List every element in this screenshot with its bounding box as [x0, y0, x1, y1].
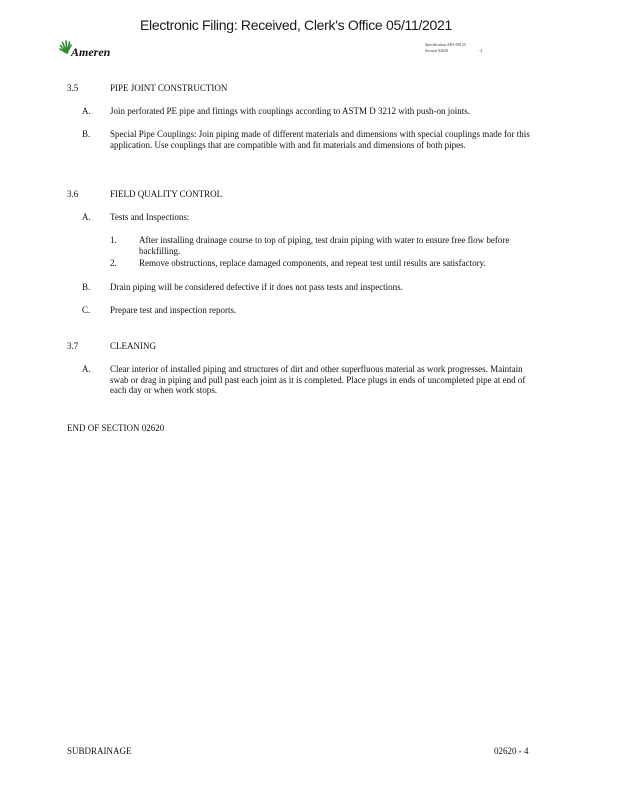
- ameren-sunburst-icon: [58, 40, 72, 56]
- item-letter: A.: [82, 364, 91, 374]
- item-text: Clear interior of installed piping and structures of dirt and other superfluous material as work progresses. Maintain swab or drag in piping and pull past each joint as it is completed. Place plugs in ends of uncompleted pipe at end of each day or when work stops.: [110, 364, 526, 395]
- spec-header: [425, 42, 482, 54]
- item-text: Tests and Inspections:: [110, 212, 190, 222]
- footer-title: SUBDRAINAGE: [67, 746, 132, 756]
- item-letter: B.: [82, 129, 91, 139]
- company-logo: [58, 40, 128, 62]
- subitem-number: 2.: [110, 258, 117, 268]
- item-letter: C.: [82, 305, 91, 315]
- spec-page: - 4: [478, 48, 483, 53]
- item-text: Join perforated PE pipe and fittings with couplings according to ASTM D 3212 with push-on joints.: [110, 106, 470, 116]
- section-number: 3.7: [67, 341, 79, 351]
- item-letter: B.: [82, 282, 91, 292]
- spec-section: Section 02620: [425, 48, 448, 53]
- subitem-number: 1.: [110, 235, 117, 245]
- item-text: Special Pipe Couplings: Join piping made of different materials and dimensions with special couplings made for this application. Use couplings that are compatible with and fit materials and dimensions of both pipes.: [110, 129, 530, 150]
- section-number: 3.6: [67, 189, 79, 199]
- subitem-text: After installing drainage course to top of piping, test drain piping with water to ensure free flow before backfilling.: [139, 235, 510, 256]
- section-title: FIELD QUALITY CONTROL: [110, 189, 223, 199]
- item-letter: A.: [82, 106, 91, 116]
- end-of-section: END OF SECTION 02620: [67, 423, 165, 433]
- section-title: CLEANING: [110, 341, 156, 351]
- item-letter: A.: [82, 212, 91, 222]
- item-text: Drain piping will be considered defective if it does not pass tests and inspections.: [110, 282, 403, 292]
- subitem-text: Remove obstructions, replace damaged components, and repeat test until results are satisfactory.: [139, 258, 486, 268]
- filing-stamp: Electronic Filing: Received, Clerk's Office 05/11/2021: [140, 17, 453, 33]
- logo-text: Ameren: [71, 45, 111, 59]
- section-title: PIPE JOINT CONSTRUCTION: [110, 83, 228, 93]
- section-number: 3.5: [67, 83, 79, 93]
- item-text: Prepare test and inspection reports.: [110, 305, 237, 315]
- spec-number: Specification AES-00123: [425, 42, 466, 47]
- footer-page-number: 02620 - 4: [494, 746, 529, 756]
